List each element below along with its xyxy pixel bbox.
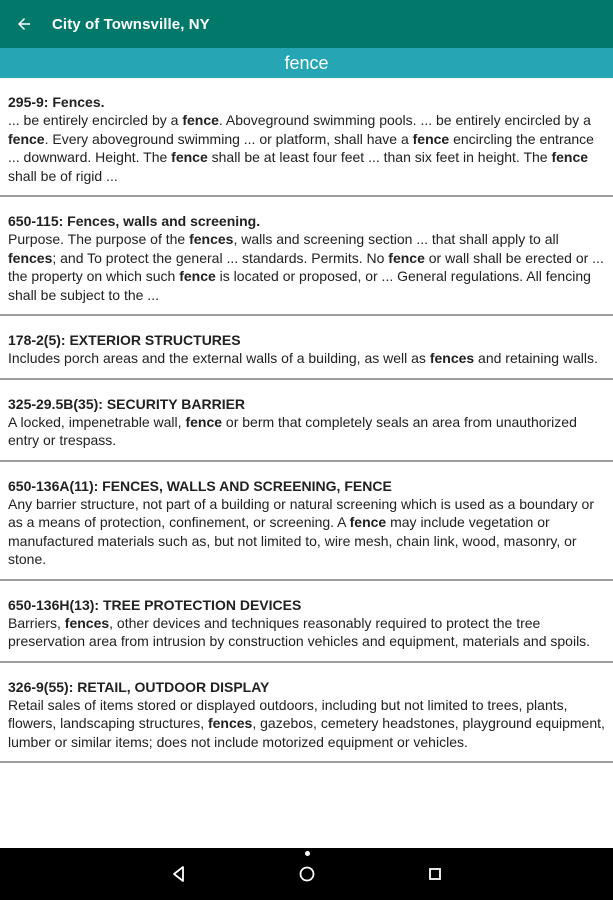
nav-recents-button[interactable] — [415, 854, 455, 894]
result-snippet: A locked, impenetrable wall, fence or berm that completely seals an area from unauthorized entry or trespass. — [8, 413, 577, 448]
result-item[interactable] — [0, 663, 613, 764]
result-item[interactable] — [0, 316, 613, 380]
nav-home-icon — [298, 865, 316, 883]
nav-back-button[interactable] — [159, 854, 199, 894]
result-snippet: Purpose. The purpose of the fences, walls and screening section ... that shall apply to all fences; and To protect the general ... standards. Permits. No fence or wall shall be erected or ... the property on which such fence is located or proposed, or ... General regulations. All fencing shall be subject to the ... — [8, 231, 604, 303]
result-title: 650-136A(11): FENCES, WALLS AND SCREENING, FENCE — [8, 477, 392, 494]
app-bar — [0, 0, 613, 48]
result-title: 650-136H(13): TREE PROTECTION DEVICES — [8, 596, 302, 613]
result-snippet: Any barrier structure, not part of a building or natural screening which is used as a boundary or as a means of protection, confinement, or screening. A fence may include vegetation or manufactured materials such as, but not limited to, wire mesh, chain link, wood, masonry, or stone. — [8, 495, 594, 567]
result-title: 178-2(5): EXTERIOR STRUCTURES — [8, 332, 241, 348]
nav-back-icon — [170, 865, 188, 883]
result-snippet: Retail sales of items stored or displayed outdoors, including but not limited to trees, plants, flowers, landscaping structures, fences, gazebos, cemetery headstones, playground equipment, lumber or similar items; does not include motorized equipment or vehicles. — [8, 696, 605, 750]
result-item[interactable] — [0, 78, 613, 197]
nav-home-button[interactable] — [287, 854, 327, 894]
results-list[interactable] — [0, 78, 613, 848]
result-snippet: ... be entirely encircled by a fence. Aboveground swimming pools. ... be entirely encircled by a fence. Every aboveground swimming ... or platform, shall have a fence encircling the entrance ... downward. Height. The fence shall be at least four feet ... than six feet in height. The fence shall be of rigid ... — [8, 112, 594, 184]
search-term-header: fence — [0, 48, 613, 78]
result-item[interactable] — [0, 581, 613, 663]
result-title: 325-29.5B(35): SECURITY BARRIER — [8, 395, 246, 412]
result-item[interactable] — [0, 197, 613, 316]
result-item[interactable] — [0, 462, 613, 581]
result-title: 650-115: Fences, walls and screening. — [8, 213, 261, 229]
result-title: 295-9: Fences. — [8, 94, 105, 110]
system-nav-bar — [0, 848, 613, 900]
result-item[interactable] — [0, 380, 613, 462]
arrow-back-icon — [15, 15, 33, 33]
result-title: 326-9(55): RETAIL, OUTDOOR DISPLAY — [8, 678, 270, 695]
nav-recents-icon — [427, 866, 443, 882]
nav-handle — [305, 851, 310, 856]
back-button[interactable] — [0, 0, 48, 48]
result-snippet: Barriers, fences, other devices and techniques reasonably required to protect the tree preservation area from intrusion by construction vehicles and equipment, materials and spoils. — [8, 614, 591, 649]
page-title: City of Townsville, NY — [52, 15, 210, 33]
result-snippet: Includes porch areas and the external walls of a building, as well as fences and retaining walls. — [8, 350, 598, 366]
